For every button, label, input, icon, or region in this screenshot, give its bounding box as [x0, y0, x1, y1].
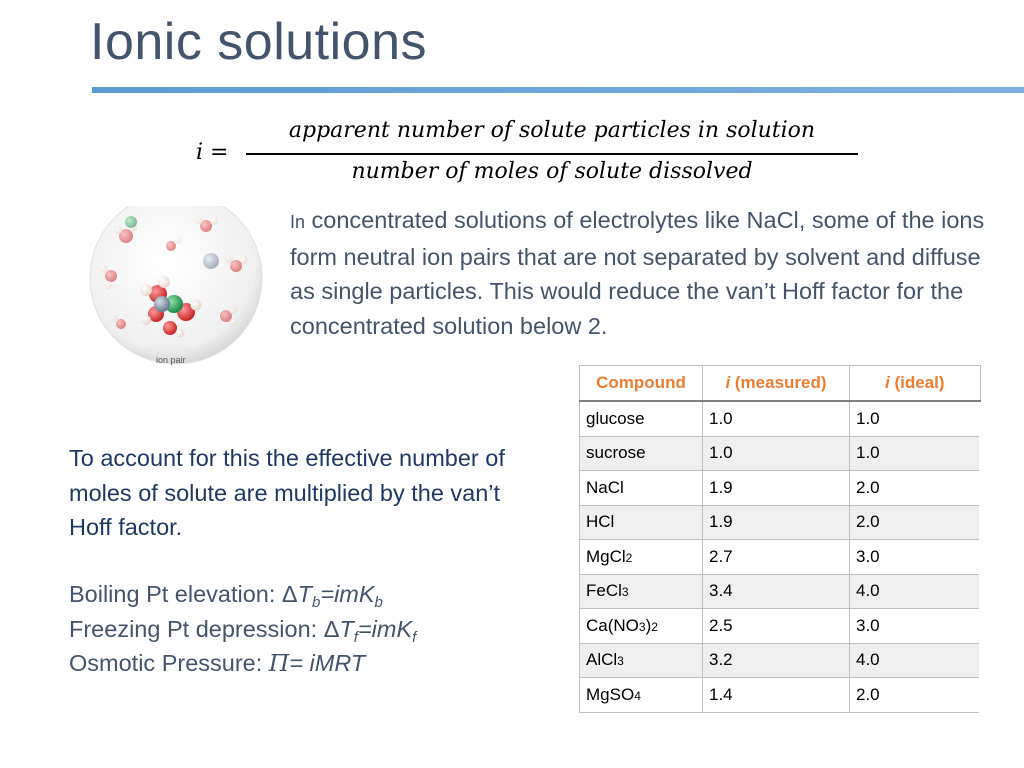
- freezing-point-equation: Freezing Pt depression: $\Delta T_f=imK_f$: [69, 615, 417, 646]
- cell-i-ideal: 3.0: [850, 609, 981, 644]
- table-row: [580, 574, 981, 609]
- vant-hoff-table: [579, 365, 981, 713]
- cell-compound: Ca(NO3)2: [580, 609, 703, 644]
- boiling-point-equation: Boiling Pt elevation: $\Delta T_b=imK_b$: [69, 581, 383, 611]
- formula-lhs: i =: [196, 140, 229, 165]
- ion-pair-caption: ion pair: [156, 355, 186, 365]
- formula-numerator: apparent number of solute particles in solution: [288, 118, 816, 143]
- cell-i-ideal: 2.0: [850, 678, 981, 713]
- header-i-ideal: i (ideal): [850, 366, 981, 402]
- ion-pair-illustration: [86, 206, 276, 368]
- cell-i-ideal: 3.0: [850, 540, 981, 575]
- colligative-equations: [69, 577, 549, 681]
- table-header-row: [580, 366, 981, 402]
- cell-i-measured: 1.9: [703, 471, 850, 506]
- cell-compound: MgSO4: [580, 678, 703, 713]
- cell-compound: AlCl3: [580, 643, 703, 678]
- table-row: [580, 401, 981, 436]
- slide-title: Ionic solutions: [90, 13, 428, 71]
- cell-i-measured: 1.0: [703, 401, 850, 436]
- table-row: [580, 643, 981, 678]
- cell-compound: sucrose: [580, 436, 703, 471]
- table-row: [580, 678, 981, 713]
- title-underline: [92, 87, 1024, 93]
- vant-hoff-formula: [196, 112, 876, 192]
- cell-i-ideal: 1.0: [850, 436, 981, 471]
- ion-pair-paragraph: [290, 203, 1010, 343]
- header-i-measured: i (measured): [703, 366, 850, 402]
- effective-moles-note: To account for this the effective number of moles of solute are multiplied by the van’t Hoff factor.: [69, 445, 505, 540]
- cell-i-measured: 3.4: [703, 574, 850, 609]
- cell-compound: FeCl3: [580, 574, 703, 609]
- cell-i-measured: 1.0: [703, 436, 850, 471]
- table-row: [580, 609, 981, 644]
- cell-i-ideal: 4.0: [850, 643, 981, 678]
- cell-i-measured: 2.7: [703, 540, 850, 575]
- fraction-bar: [246, 153, 858, 155]
- formula-denominator: number of moles of solute dissolved: [351, 159, 753, 184]
- cell-i-measured: 3.2: [703, 643, 850, 678]
- cell-compound: glucose: [580, 401, 703, 436]
- cell-i-ideal: 2.0: [850, 505, 981, 540]
- cell-compound: HCl: [580, 505, 703, 540]
- cell-i-ideal: 1.0: [850, 401, 981, 436]
- paragraph-lead: In: [290, 212, 306, 232]
- cell-i-measured: 1.9: [703, 505, 850, 540]
- cell-compound: MgCl2: [580, 540, 703, 575]
- header-compound: Compound: [580, 366, 703, 402]
- table-row: [580, 471, 981, 506]
- cell-i-measured: 2.5: [703, 609, 850, 644]
- cell-i-measured: 1.4: [703, 678, 850, 713]
- cell-i-ideal: 4.0: [850, 574, 981, 609]
- cell-compound: NaCl: [580, 471, 703, 506]
- table-row: [580, 505, 981, 540]
- table-row: [580, 540, 981, 575]
- cell-i-ideal: 2.0: [850, 471, 981, 506]
- osmotic-pressure-equation: Osmotic Pressure: Π= iMRT: [69, 649, 366, 677]
- paragraph-text: concentrated solutions of electrolytes like NaCl, some of the ions form neutral ion pairs that are not separated by solvent and diffuse as single particles. This would reduce the van’t Hoff factor for the concentrated solution below 2.: [290, 207, 985, 339]
- table-row: [580, 436, 981, 471]
